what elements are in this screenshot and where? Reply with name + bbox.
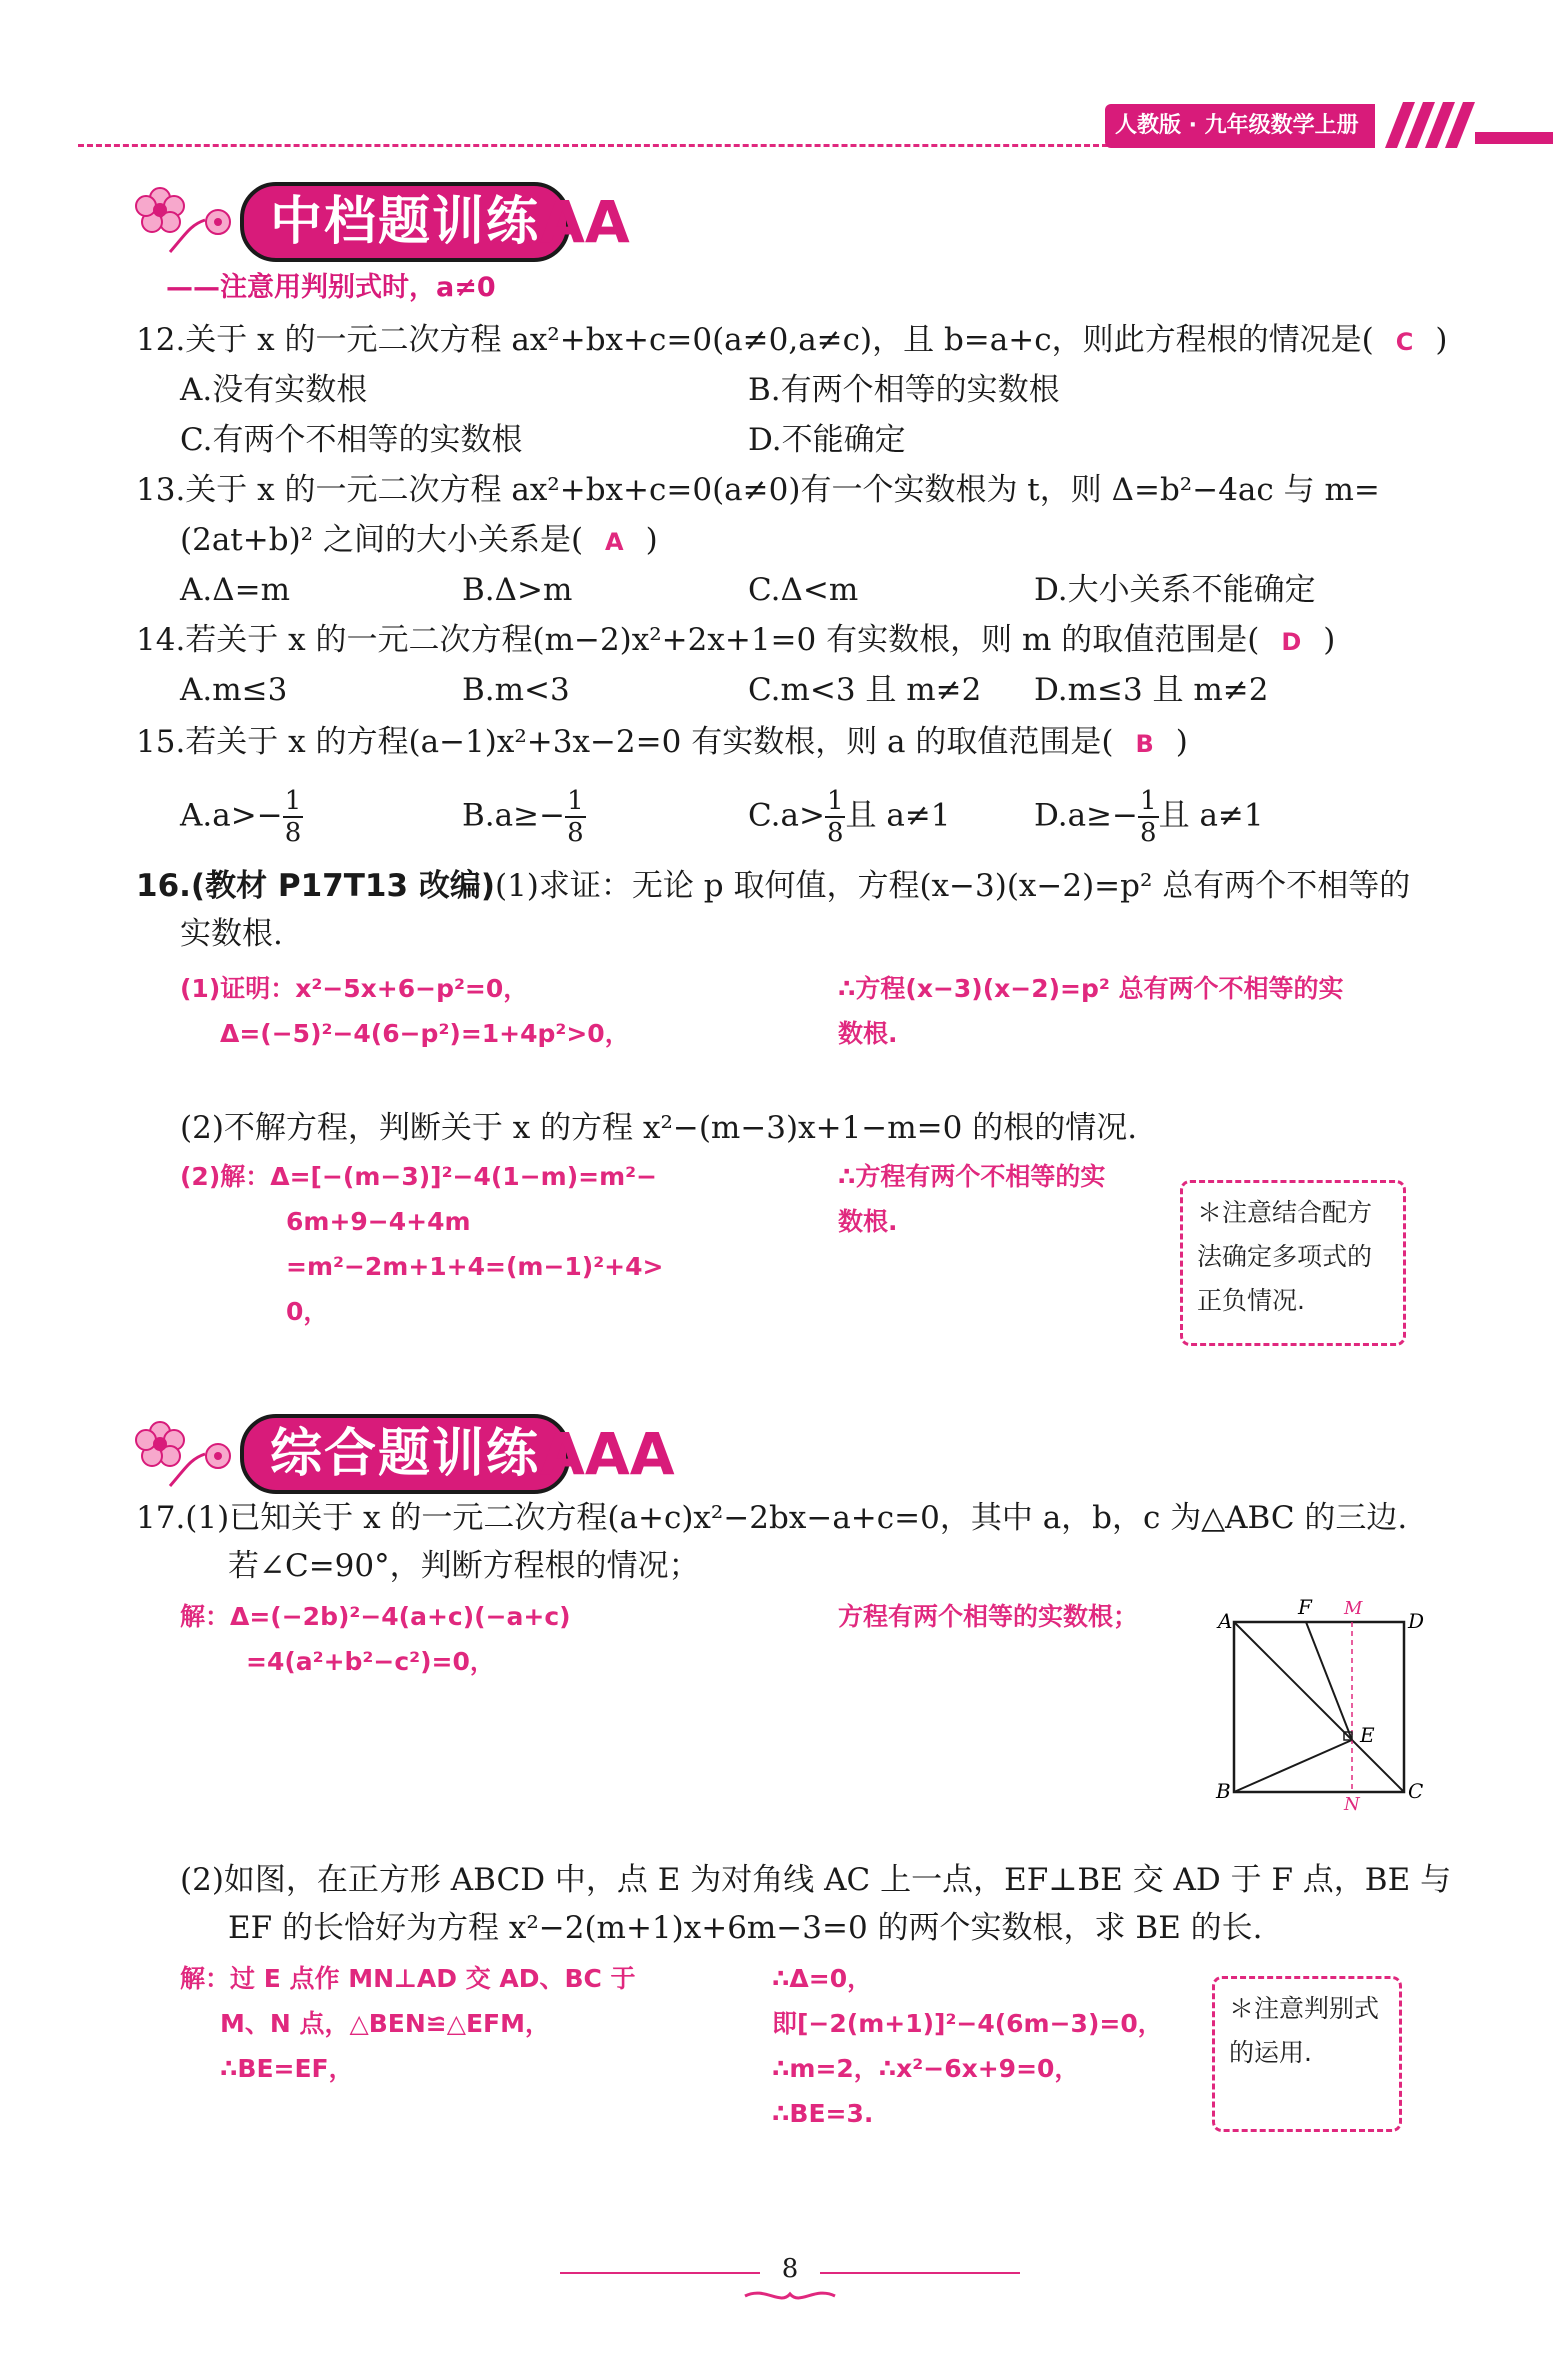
q17-solution2-right-4: ∴BE=3.: [772, 2099, 874, 2128]
footer-line-left: [560, 2272, 760, 2274]
q12-option-a: A.没有实数根: [180, 372, 368, 408]
figure-label-d: D: [1408, 1609, 1425, 1633]
section-hint: ——注意用判别式时，a≠0: [166, 272, 496, 303]
section-level-aaa: AAA: [540, 1420, 675, 1488]
q16-solution2-left-4: 0，: [286, 1297, 329, 1326]
question-12-stem: 12.关于 x 的一元二次方程 ax²+bx+c=0(a≠0,a≠c)，且 b=a+c，则此方程根的情况是( C ): [136, 322, 1448, 358]
q16-solution1-left-1: (1)证明：x²−5x+6−p²=0，: [180, 974, 529, 1003]
fraction: $\frac{1}{8}$: [826, 786, 844, 848]
q17-solution1-right-1: 方程有两个相等的实数根；: [838, 1602, 1139, 1631]
page-number: 8: [781, 2254, 799, 2284]
figure-label-a: A: [1218, 1609, 1233, 1633]
q15-option-d: D.a≥− $\frac{1}{8}$ 且 a≠1: [1034, 786, 1264, 848]
question-13-line2: (2at+b)² 之间的大小关系是( A ): [180, 522, 658, 558]
figure-label-n: N: [1344, 1794, 1360, 1812]
q17-solution2-left-2: M、N 点，△BEN≌△EFM，: [220, 2009, 550, 2038]
q15-option-a: A.a>− $\frac{1}{8}$: [180, 786, 302, 848]
answer-12: C: [1395, 328, 1414, 356]
section-title-medium: 中档题训练: [240, 182, 570, 262]
q16-solution2-left-3: =m²−2m+1+4=(m−1)²+4>: [286, 1252, 664, 1281]
figure-label-c: C: [1408, 1779, 1424, 1803]
fraction: $\frac{1}{8}$: [284, 786, 302, 848]
q17-solution1-left-1: 解：Δ=(−2b)²−4(a+c)(−a+c): [180, 1602, 571, 1631]
question-13-line1: 13.关于 x 的一元二次方程 ax²+bx+c=0(a≠0)有一个实数根为 t，则 Δ=b²−4ac 与 m=: [136, 472, 1380, 508]
q17-solution2-left-3: ∴BE=EF，: [220, 2054, 354, 2083]
question-17-part1-line1: 17.(1)已知关于 x 的一元二次方程(a+c)x²−2bx−a+c=0，其中 a，b，c 为△ABC 的三边.: [136, 1500, 1408, 1536]
q16-solution2-left-2: 6m+9−4+4m: [286, 1207, 471, 1236]
section-title-comprehensive: 综合题训练: [240, 1414, 570, 1494]
q16-solution2-left-1: (2)解：Δ=[−(m−3)]²−4(1−m)=m²−: [180, 1162, 658, 1191]
footer-ornament-icon: [740, 2284, 840, 2308]
q12-option-c: C.有两个不相等的实数根: [180, 422, 523, 458]
question-17-part2-line1: (2)如图，在正方形 ABCD 中，点 E 为对角线 AC 上一点，EF⊥BE 交 AD 于 F 点，BE 与: [180, 1862, 1452, 1898]
q14-option-c: C.m<3 且 m≠2: [748, 672, 982, 708]
q15-option-c: C.a> $\frac{1}{8}$ 且 a≠1: [748, 786, 951, 848]
q15-option-b: B.a≥− $\frac{1}{8}$: [462, 786, 584, 848]
q17-solution1-left-2: =4(a²+b²−c²)=0，: [246, 1647, 495, 1676]
figure-label-e: E: [1360, 1723, 1375, 1747]
q17-solution2-right-3: ∴m=2，∴x²−6x+9=0，: [772, 2054, 1080, 2083]
q17-solution2-left-1: 解：过 E 点作 MN⊥AD 交 AD、BC 于: [180, 1964, 636, 1993]
q12-option-b: B.有两个相等的实数根: [748, 372, 1060, 408]
q16-note-box: ＊注意结合配方法确定多项式的正负情况.: [1180, 1180, 1406, 1346]
q13-option-d: D.大小关系不能确定: [1034, 572, 1316, 608]
flower-icon: [130, 1414, 240, 1489]
header-stripes: [1375, 100, 1555, 150]
q14-option-a: A.m≤3: [180, 672, 288, 708]
figure-label-f: F: [1298, 1595, 1312, 1619]
question-16-line1: 16.(教材 P17T13 改编)(1)求证：无论 p 取何值，方程(x−3)(x−2)=p² 总有两个不相等的: [136, 868, 1411, 904]
figure-label-b: B: [1216, 1779, 1231, 1803]
header-dashed-line: [78, 144, 1108, 147]
q17-solution2-right-1: ∴Δ=0，: [772, 1964, 873, 1993]
q16-solution1-left-2: Δ=(−5)²−4(6−p²)=1+4p²>0，: [220, 1019, 630, 1048]
q14-option-d: D.m≤3 且 m≠2: [1034, 672, 1269, 708]
question-16-part2: (2)不解方程，判断关于 x 的方程 x²−(m−3)x+1−m=0 的根的情况.: [180, 1110, 1138, 1146]
q17-solution2-right-2: 即[−2(m+1)]²−4(6m−3)=0，: [772, 2009, 1163, 2038]
question-17-part2-line2: EF 的长恰好为方程 x²−2(m+1)x+6m−3=0 的两个实数根，求 BE 的长.: [228, 1910, 1263, 1946]
fraction: $\frac{1}{8}$: [1140, 786, 1157, 848]
footer-line-right: [820, 2272, 1020, 2274]
answer-14: D: [1281, 628, 1302, 656]
square-figure: [1210, 1592, 1430, 1812]
q14-option-b: B.m<3: [462, 672, 570, 708]
q16-solution2-right-2: 数根.: [838, 1207, 898, 1236]
question-15-stem: 15.若关于 x 的方程(a−1)x²+3x−2=0 有实数根，则 a 的取值范围是( B ): [136, 724, 1188, 760]
q16-solution1-right-1: ∴方程(x−3)(x−2)=p² 总有两个不相等的实: [838, 974, 1344, 1003]
q16-solution2-right-1: ∴方程有两个不相等的实: [838, 1162, 1106, 1191]
question-16-line2: 实数根.: [180, 916, 283, 952]
header-book-title: 人教版 · 九年级数学上册: [1115, 113, 1359, 138]
flower-icon: [130, 180, 240, 255]
figure-label-m: M: [1344, 1598, 1363, 1619]
question-14-stem: 14.若关于 x 的一元二次方程(m−2)x²+2x+1=0 有实数根，则 m 的取值范围是( D ): [136, 622, 1336, 658]
q12-option-d: D.不能确定: [748, 422, 906, 458]
fraction: $\frac{1}{8}$: [567, 786, 584, 848]
q17-note-box: ＊注意判别式的运用.: [1212, 1976, 1402, 2132]
q13-option-b: B.Δ>m: [462, 572, 573, 608]
q16-solution1-right-2: 数根.: [838, 1019, 898, 1048]
q13-option-c: C.Δ<m: [748, 572, 859, 608]
section-level-aa: AA: [540, 188, 630, 256]
answer-13: A: [605, 528, 624, 556]
q13-option-a: A.Δ=m: [180, 572, 290, 608]
answer-15: B: [1135, 730, 1154, 758]
question-17-part1-line2: 若∠C=90°，判断方程根的情况；: [228, 1548, 700, 1584]
